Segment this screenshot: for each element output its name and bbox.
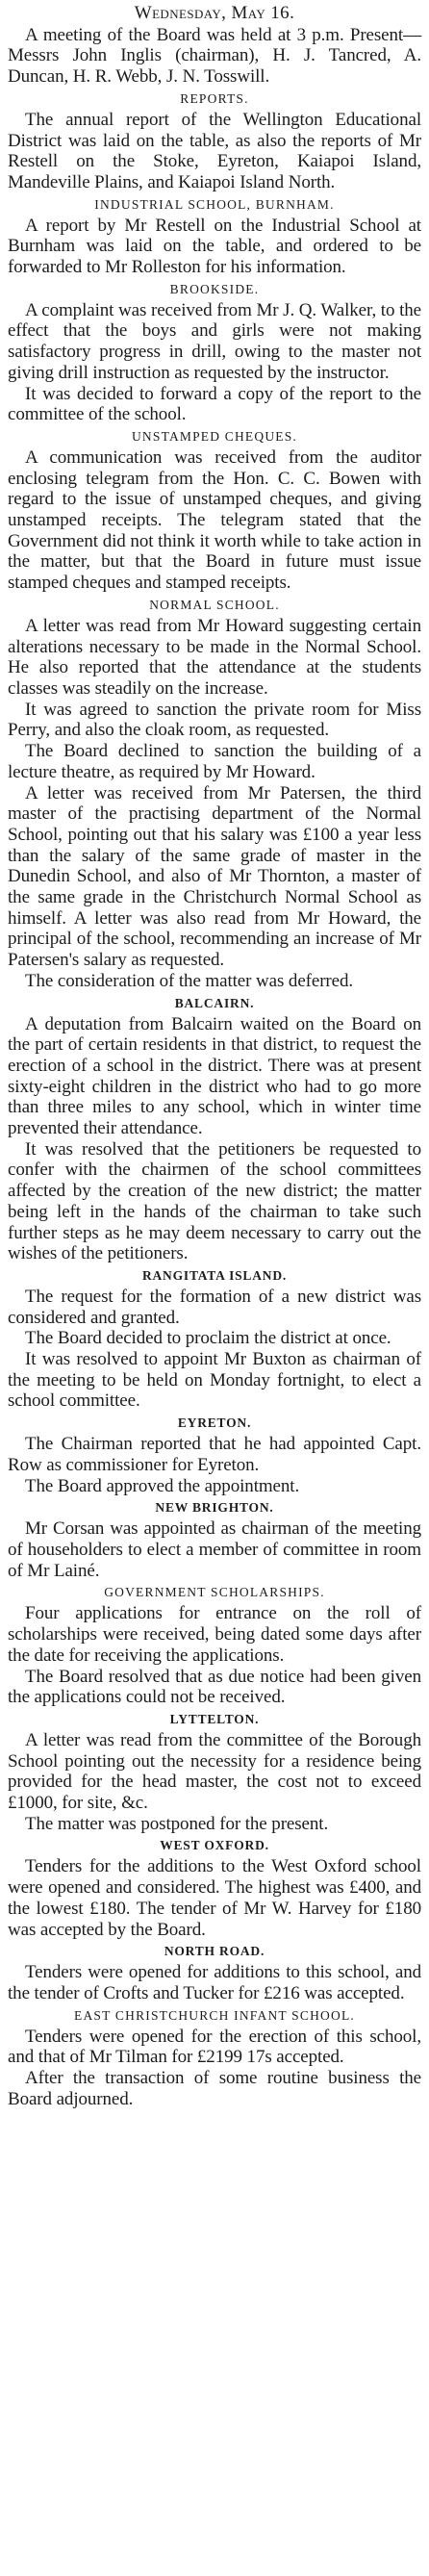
section <box>8 196 421 278</box>
section <box>8 1267 421 1412</box>
section-heading: EYRETON. <box>177 1416 252 1431</box>
section-heading: REPORTS. <box>180 90 249 106</box>
paragraph: It was decided to forward a copy of the report to the committee of the school. <box>8 383 421 425</box>
paragraph: A communication was received from the auditor enclosing telegram from the Hon. C. C. Bowen with regard to the issue of unstamped cheques, and giving unstamped receipts. The telegram stated that the Government did not think it worth while to take action in the matter, but that the Board in future must issue stamped cheques and stamped receipts. <box>8 446 421 594</box>
section-heading: BALCAIRN. <box>174 995 255 1010</box>
section-heading: LYTTELTON. <box>169 1711 260 1726</box>
paragraph: The Board decided to proclaim the district at once. <box>25 1328 391 1349</box>
paragraph: The Board resolved that as due notice had been given the applications could not be received. <box>8 1666 421 1708</box>
section <box>8 428 421 594</box>
paragraph: Four applications for entrance on the roll of scholarships were received, being dated some days after the date for receiving the applications. <box>8 1603 421 1666</box>
paragraph: A meeting of the Board was held at 3 p.m. Present—Messrs John Inglis (chairman), H. J. Tancred, A. Duncan, H. R. Webb, J. N. Tosswill. <box>8 24 421 88</box>
paragraph: A report by Mr Restell on the Industrial School at Burnham was laid on the table, and ordered to be forwarded to Mr Rolleston for his information. <box>8 215 421 278</box>
section-heading: BROOKSIDE. <box>169 281 260 296</box>
paragraph: It was resolved that the petitioners be requested to confer with the chairmen of the school committees affected by the creation of the new district; the matter being left in the hands of the chairman to take such further steps as he may deem necessary to carry out the wishes of the petitioners. <box>8 1138 421 1264</box>
section-heading: EAST CHRISTCHURCH INFANT SCHOOL. <box>74 2007 355 2023</box>
paragraph: The consideration of the matter was deferred. <box>25 970 354 991</box>
section-heading: UNSTAMPED CHEQUES. <box>131 428 298 444</box>
section <box>8 1415 421 1496</box>
section-heading: NORMAL SCHOOL. <box>149 597 280 612</box>
section <box>8 2007 421 2110</box>
paragraph: The Board declined to sanction the building of a lecture theatre, as required by Mr Howard. <box>8 741 421 782</box>
section <box>8 1499 421 1581</box>
dateline: Wednesday, May 16. <box>134 3 295 23</box>
section-heading: GOVERNMENT SCHOLARSHIPS. <box>104 1585 325 1600</box>
section <box>8 995 421 1264</box>
section-heading: RANGITATA ISLAND. <box>141 1267 288 1283</box>
paragraph: It was resolved to appoint Mr Buxton as chairman of the meeting to be held on Monday fortnight, to elect a school committee. <box>8 1349 421 1412</box>
paragraph: The matter was postponed for the present. <box>25 1813 329 1834</box>
paragraph: Tenders were opened for additions to this school, and the tender of Crofts and Tucker for £216 was accepted. <box>8 1962 421 2003</box>
paragraph: A letter was read from Mr Howard suggesting certain alterations necessary to be made in the Normal School. He also reported that the attendance at the students classes was steadily on the increase. <box>8 615 421 699</box>
paragraph: Tenders for the additions to the West Oxford school were opened and considered. The highest was £400, and the lowest £180. The tender of Mr W. Harvey for £180 was accepted by the Board. <box>8 1856 421 1940</box>
section-heading: NORTH ROAD. <box>164 1944 265 1959</box>
paragraph: Mr Corsan was appointed as chairman of the meeting of householders to elect a member of committee in room of Mr Lainé. <box>8 1518 421 1581</box>
section <box>8 90 421 193</box>
section <box>8 1584 421 1708</box>
paragraph: The request for the formation of a new district was considered and granted. <box>8 1286 421 1328</box>
paragraph: A letter was received from Mr Patersen, the third master of the practising department of the Normal School, pointing out that his salary was £100 a year less than the salary of the same grade of master in the Dunedin School, and also of Mr Thornton, a master of the same grade in the Christchurch Normal School as himself. A letter was also read from Mr Howard, the principal of the school, recommending an increase of Mr Patersen's salary as requested. <box>8 782 421 971</box>
paragraph: The annual report of the Wellington Educational District was laid on the table, as also the reports of Mr Restell on the Stoke, Eyreton, Kaiapoi Island, Mandeville Plains, and Kaiapoi Island North. <box>8 109 421 192</box>
section <box>8 1711 421 1835</box>
paragraph: The Board approved the appointment. <box>25 1475 300 1496</box>
section-heading: NEW BRIGHTON. <box>155 1500 274 1516</box>
paragraph: The Chairman reported that he had appointed Capt. Row as commissioner for Eyreton. <box>8 1434 421 1475</box>
section <box>8 1943 421 2003</box>
paragraph: It was agreed to sanction the private room for Miss Perry, and also the cloak room, as requested. <box>8 699 421 741</box>
paragraph: A deputation from Balcairn waited on the Board on the part of certain residents in that district, to request the erection of a school in the district. There was at present sixty-eight children in the district who had to go more than three miles to any school, which in winter time prevented their attendance. <box>8 1013 421 1139</box>
section <box>8 597 421 992</box>
section-heading: WEST OXFORD. <box>160 1838 269 1853</box>
article-body <box>8 25 421 2110</box>
section-heading: INDUSTRIAL SCHOOL, BURNHAM. <box>94 196 335 212</box>
section <box>8 281 421 425</box>
paragraph: A letter was read from the committee of the Borough School pointing out the necessity for a residence being provided for the head master, the cost not to exceed £1000, for site, &c. <box>8 1729 421 1814</box>
section <box>8 25 421 88</box>
paragraph: A complaint was received from Mr J. Q. Walker, to the effect that the boys and girls were not making satisfactory progress in drill, owing to the master not giving drill instruction as requested by the instructor. <box>8 299 421 383</box>
section <box>8 1837 421 1940</box>
paragraph: Tenders were opened for the erection of this school, and that of Mr Tilman for £2199 17s accepted. <box>8 2026 421 2068</box>
paragraph: After the transaction of some routine business the Board adjourned. <box>8 2068 421 2109</box>
